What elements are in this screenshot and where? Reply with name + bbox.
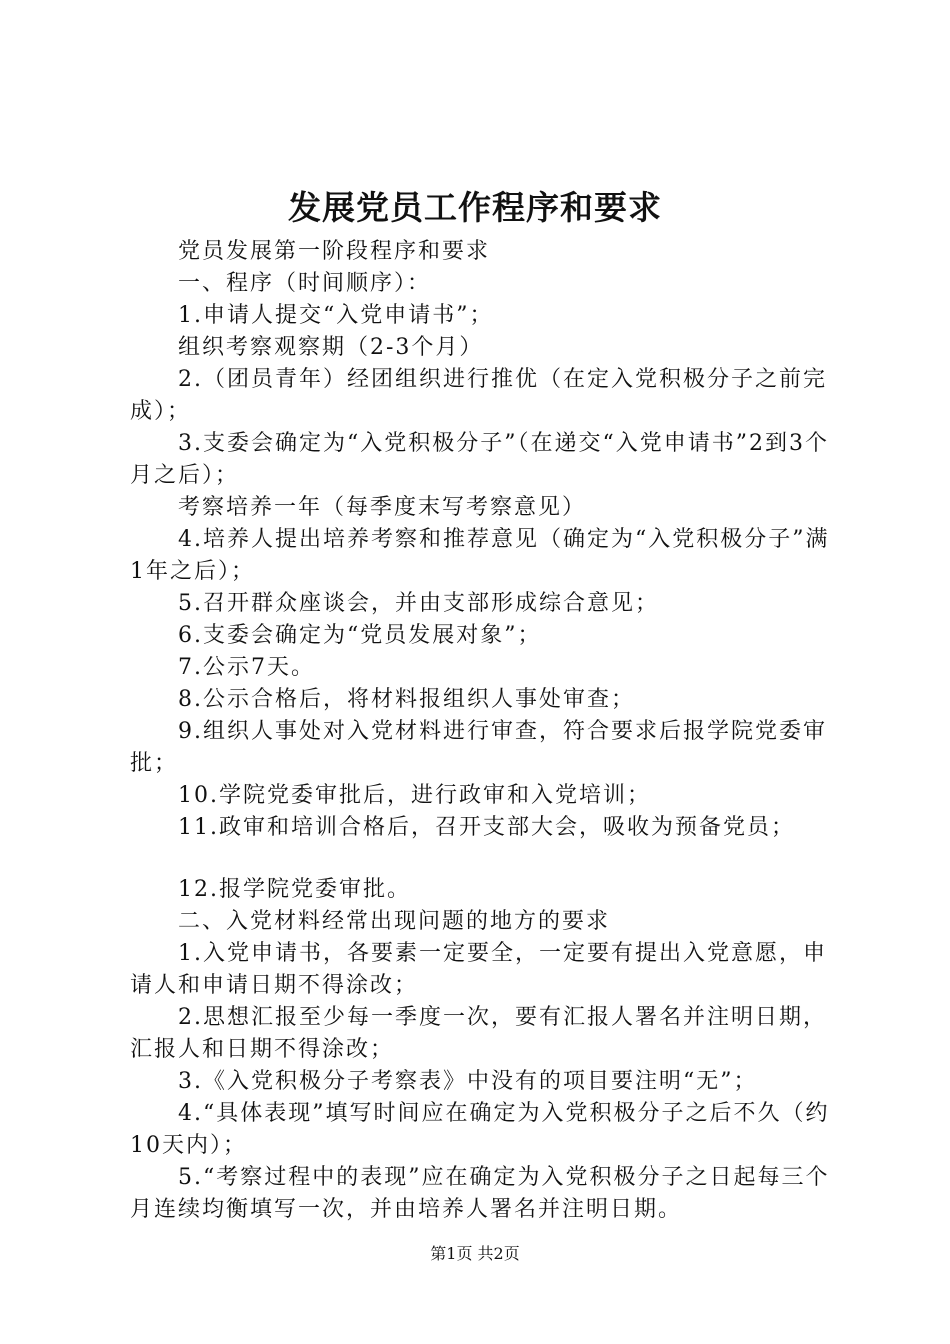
paragraph: 6.支委会确定为“党员发展对象”； [178, 623, 542, 648]
paragraph: 2.（团员青年）经团组织进行推优（在定入党积极分子之前完成）； [130, 367, 827, 424]
document-body [130, 236, 835, 1226]
paragraph: 9.组织人事处对入党材料进行审查，符合要求后报学院党委审批； [130, 719, 827, 776]
paragraph: 考察培养一年（每季度末写考察意见） [178, 495, 587, 520]
paragraph: 1.入党申请书，各要素一定要全，一定要有提出入党意愿，申请人和申请日期不得涂改； [130, 941, 827, 998]
paragraph: 组织考察观察期（2-3个月） [178, 335, 484, 360]
paragraph: 3.《入党积极分子考察表》中没有的项目要注明“无”； [178, 1069, 758, 1094]
subsection-heading: 一、程序（时间顺序）： [178, 271, 432, 296]
section-heading: 党员发展第一阶段程序和要求 [178, 239, 491, 264]
paragraph: 7.公示7天。 [178, 655, 315, 680]
paragraph: 8.公示合格后，将材料报组织人事处审查； [178, 687, 635, 712]
paragraph: 3.支委会确定为“入党积极分子”（在递交“入党申请书”2到3个月之后）； [130, 431, 829, 488]
paragraph: 2.思想汇报至少每一季度一次，要有汇报人署名并注明日期，汇报人和日期不得涂改； [130, 1005, 827, 1062]
subsection-heading: 二、入党材料经常出现问题的地方的要求 [178, 909, 611, 934]
paragraph: 5.“考察过程中的表现”应在确定为入党积极分子之日起每三个月连续均衡填写一次，并由培养人署名并注明日期。 [130, 1165, 830, 1222]
paragraph: 5.召开群众座谈会，并由支部形成综合意见； [178, 591, 659, 616]
paragraph: 10.学院党委审批后，进行政审和入党培训； [178, 783, 651, 808]
spacer [130, 844, 835, 874]
paragraph: 4.“具体表现”填写时间应在确定为入党积极分子之后不久（约10天内）； [130, 1101, 830, 1158]
page-footer: 第1页 共2页 [430, 1244, 520, 1263]
paragraph: 12.报学院党委审批。 [178, 877, 411, 902]
paragraph: 4.培养人提出培养考察和推荐意见（确定为“入党积极分子”满1年之后）； [130, 527, 830, 584]
paragraph: 11.政审和培训合格后，召开支部大会，吸收为预备党员； [178, 815, 795, 840]
paragraph: 1.申请人提交“入党申请书”； [178, 303, 494, 328]
document-title: 发展党员工作程序和要求 [288, 188, 662, 227]
